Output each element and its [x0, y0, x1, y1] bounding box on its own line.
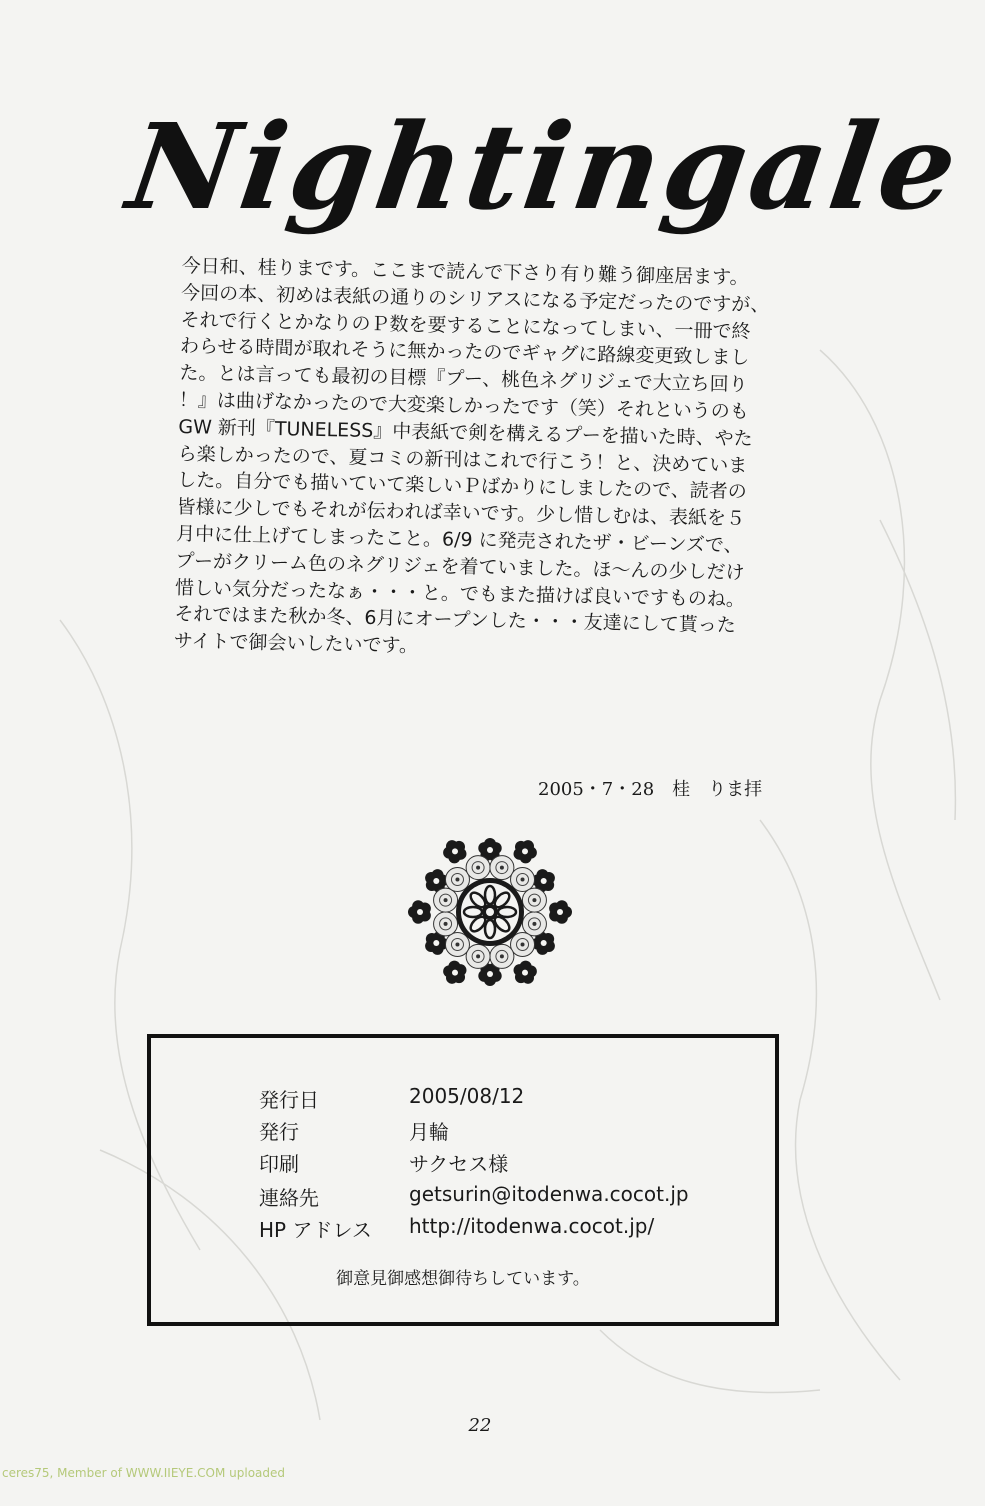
afterword-line: 惜しい気分だったなぁ・・・と。でもまた描けば良いですものね。 [174, 576, 746, 611]
afterword-line: それではまた秋か冬、6月にオープンした・・・友達にして貰った [174, 603, 736, 638]
afterword-line: ！』は曲げなかったので大変楽しかったです（笑）それというのも [178, 388, 750, 423]
afterword-line: した。自分でも描いていて楽しいＰばかりにしましたので、読者の [177, 469, 747, 504]
colophon-box [147, 1034, 779, 1326]
colophon-value: サクセス様 [409, 1152, 509, 1176]
colophon-label: 印刷 [259, 1152, 299, 1176]
colophon-label: 発行日 [259, 1088, 319, 1112]
colophon-value: getsurin@itodenwa.cocot.jp [409, 1182, 689, 1206]
uploader-credit: ceres75, Member of WWW.IIEYE.COM uploaded [2, 1466, 286, 1480]
afterword-line: 月中に仕上げてしまったこと。6/9 に発売されたザ・ビーンズで、 [175, 522, 743, 557]
colophon-label: 連絡先 [259, 1186, 319, 1210]
colophon-value: 月輪 [409, 1120, 449, 1144]
afterword-line: 皆様に少しでもそれが伝われば幸いです。少し惜しむは、表紙を５ [176, 496, 746, 531]
floral-ornament-icon [405, 826, 575, 998]
colophon-label: 発行 [259, 1120, 299, 1144]
colophon-closing: 御意見御感想御待ちしています。 [336, 1269, 590, 1289]
afterword-line: た。とは言っても最初の目標『プー、桃色ネグリジェで大立ち回り [179, 362, 748, 397]
colophon-value: 2005/08/12 [409, 1084, 525, 1108]
title: Nightingale [120, 97, 969, 236]
afterword-line: 今回の本、初めは表紙の通りのシリアスになる予定だったのですが、 [180, 281, 770, 317]
afterword-text [174, 253, 842, 669]
afterword-line: 今日和、桂りまです。ここまで読んで下さり有り難う御座居ます。 [181, 254, 749, 289]
page-number: 22 [468, 1415, 492, 1436]
afterword-line: ら楽しかったので、夏コミの新刊はこれで行こう！と、決めていま [177, 442, 748, 477]
colophon-value: http://itodenwa.cocot.jp/ [409, 1214, 655, 1238]
afterword-line: サイトで御会いしたいです。 [173, 630, 419, 658]
afterword-line: GW 新刊『TUNELESS』中表紙で剣を構えるプーを描いた時、やた [178, 415, 753, 450]
signature: 2005・7・28 桂 りま拝 [538, 779, 763, 800]
afterword-line: プーがクリーム色のネグリジェを着ていました。ほ〜んの少しだけ [175, 549, 745, 584]
afterword-line: わらせる時間が取れそうに無かったのでギャグに路線変更致しまし [179, 335, 750, 370]
afterword-line: それで行くとかなりのＰ数を要することになってしまい、一冊で終 [180, 308, 751, 343]
colophon-label: HP アドレス [259, 1218, 372, 1242]
